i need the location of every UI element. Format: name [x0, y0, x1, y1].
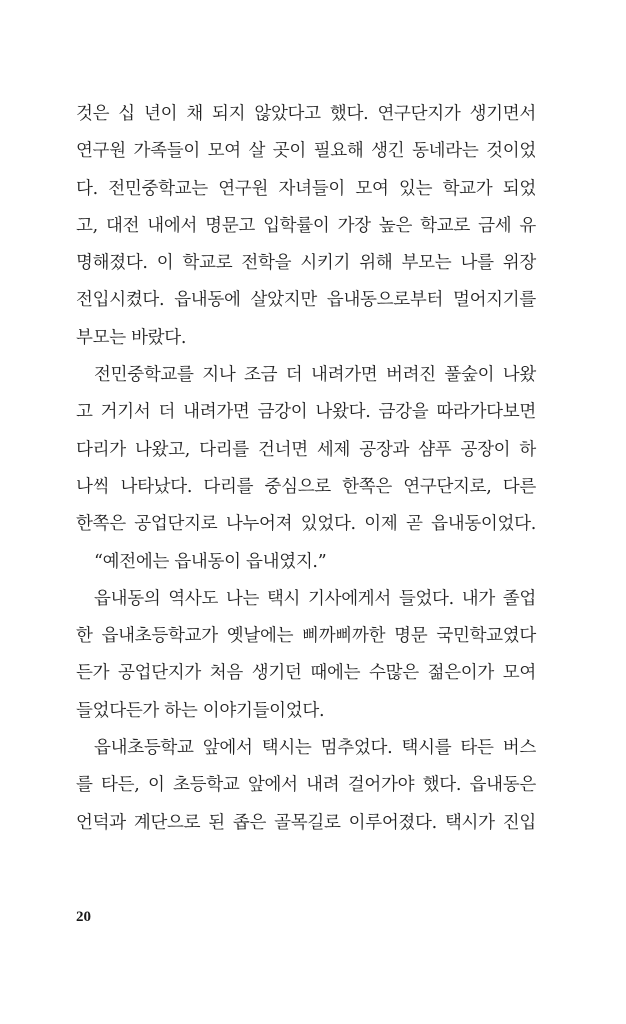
text-line: 전민중학교를 지나 조금 더 내려가면 버려진 풀숲이 나왔 — [94, 365, 536, 386]
text-line: 것은 십 년이 채 되지 않았다고 했다. 연구단지가 생기면서 — [76, 104, 536, 124]
text-line: 전입시켰다. 읍내동에 살았지만 읍내동으로부터 멀어지기를 — [76, 290, 536, 311]
quote-line: “예전에는 읍내동이 읍내였지.” — [94, 551, 327, 572]
text-line: 언덕과 계단으로 된 좁은 골목길로 이루어졌다. 택시가 진입 — [76, 812, 536, 833]
text-line: 든가 공업단지가 처음 생기던 때에는 수많은 젊은이가 모여 — [76, 663, 536, 684]
text-line: 연구원 가족들이 모여 살 곳이 필요해 생긴 동네라는 것이었 — [76, 141, 536, 162]
text-line: 고, 대전 내에서 명문고 입학률이 가장 높은 학교로 금세 유 — [76, 215, 536, 236]
text-line: 한 읍내초등학교가 옛날에는 삐까삐까한 명문 국민학교였다 — [76, 626, 536, 647]
text-line: 를 타든, 이 초등학교 앞에서 내려 걸어가야 했다. 읍내동은 — [76, 775, 536, 796]
text-line: 명해졌다. 이 학교로 전학을 시키기 위해 부모는 나를 위장 — [76, 253, 536, 274]
body-text — [76, 96, 536, 842]
text-line: 한쪽은 공업단지로 나누어져 있었다. 이제 곧 읍내동이었다. — [76, 514, 536, 535]
text-line: 고 거기서 더 내려가면 금강이 나왔다. 금강을 따라가다보면 — [76, 402, 536, 423]
text-line: 다. 전민중학교는 연구원 자녀들이 모여 있는 학교가 되었 — [76, 178, 536, 199]
text-line: 부모는 바랐다. — [76, 327, 187, 348]
text-line: 들었다든가 하는 이야기들이었다. — [76, 700, 325, 721]
text-line: 나씩 나타났다. 다리를 중심으로 한쪽은 연구단지로, 다른 — [76, 476, 536, 497]
text-line: 읍내동의 역사도 나는 택시 기사에게서 들었다. 내가 졸업 — [94, 588, 536, 609]
text-line: 다리가 나왔고, 다리를 건너면 세제 공장과 샴푸 공장이 하 — [76, 439, 536, 460]
page-number: 20 — [76, 909, 91, 925]
text-line: 읍내초등학교 앞에서 택시는 멈추었다. 택시를 타든 버스 — [94, 738, 536, 759]
